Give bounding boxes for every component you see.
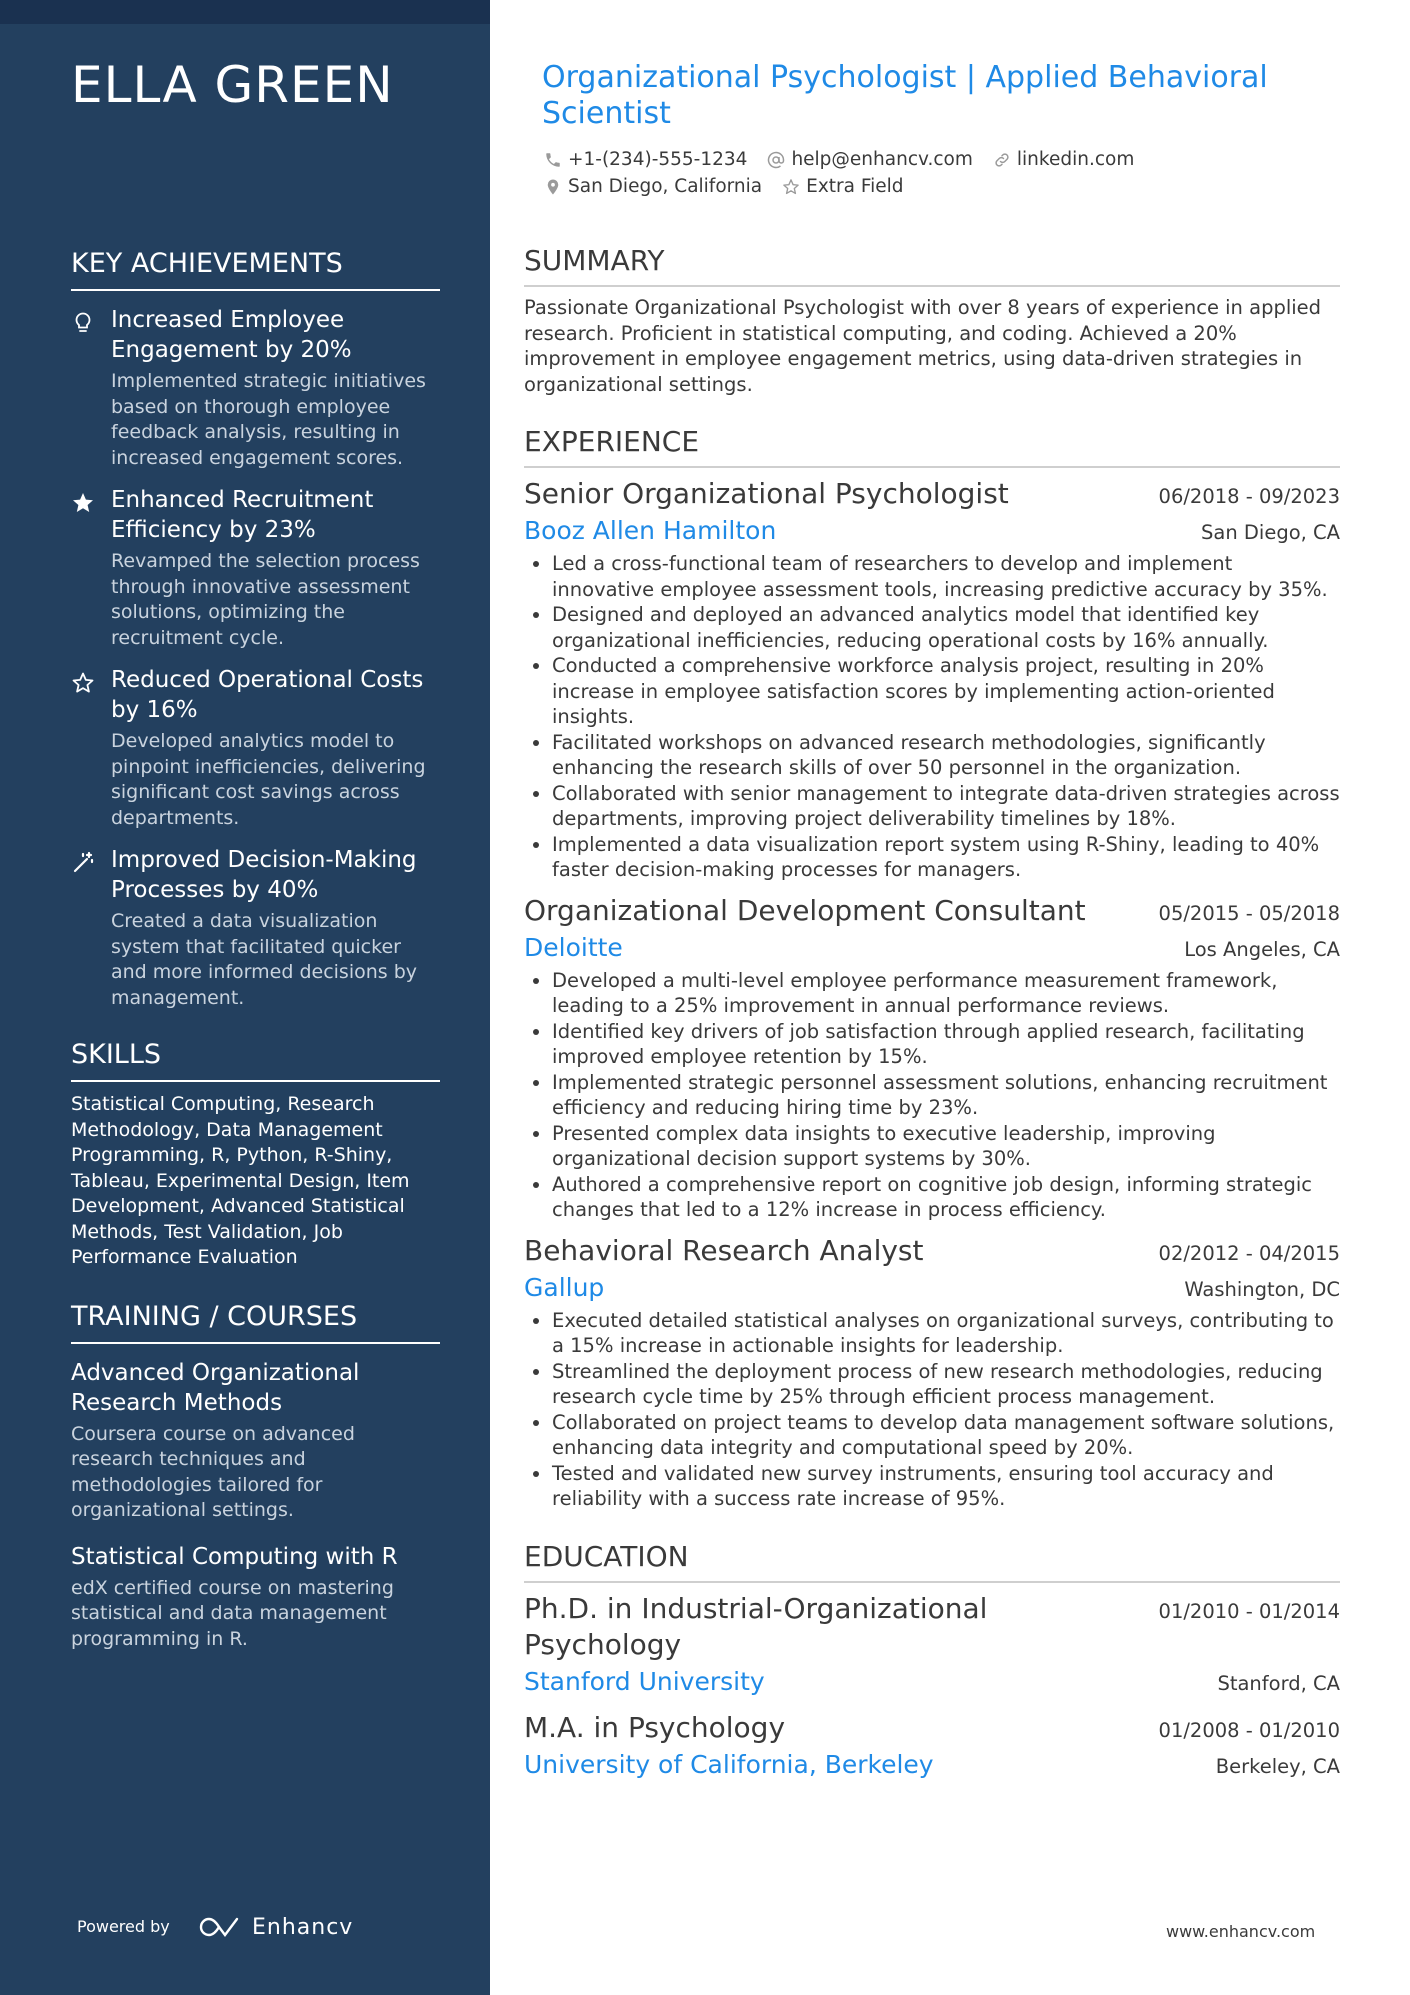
star-outline-icon: [71, 671, 95, 695]
job-bullet: • Led a cross-functional team of researchers to develop and implement innovative employee assessment tools, increasing predictive accuracy by 35%.: [552, 551, 1340, 602]
education-section: [524, 1540, 1340, 1779]
job-bullet: • Presented complex data insights to executive leadership, improving organizational decision support systems by 30%.: [552, 1121, 1340, 1172]
link-icon: [993, 151, 1011, 169]
contact-email[interactable]: [767, 149, 972, 170]
job-bullet: • Designed and deployed an advanced analytics model that identified key organizational inefficiencies, reducing operational costs by 16% annually.: [552, 602, 1340, 653]
infinity-logo-icon: [196, 1914, 242, 1940]
course-title: Statistical Computing with R: [71, 1543, 398, 1570]
footer-url[interactable]: www.enhancv.com: [1166, 1922, 1316, 1941]
course-item: [71, 1542, 440, 1653]
experience-heading: EXPERIENCE: [524, 425, 1340, 468]
lightbulb-icon: [71, 311, 95, 335]
education-heading: EDUCATION: [524, 1540, 1340, 1583]
achievement-item: [71, 845, 440, 1011]
enhancv-logo[interactable]: [196, 1914, 353, 1940]
job-bullet: • Streamlined the deployment process of new research methodologies, reducing research cycle time by 25% through efficient process management.: [552, 1359, 1340, 1410]
job-bullets: [524, 551, 1340, 883]
magic-wand-icon: [71, 851, 95, 875]
job-bullet: • Collaborated on project teams to develop data management software solutions, enhancing data integrity and computational speed by 20%.: [552, 1410, 1340, 1461]
job-dates: 02/2012 - 04/2015: [1158, 1241, 1340, 1265]
email-text: help@enhancv.com: [791, 149, 973, 170]
job-bullet: • Tested and validated new survey instruments, ensuring tool accuracy and reliability with a success rate increase of 95%.: [552, 1461, 1340, 1512]
job-entry: [524, 893, 1340, 1223]
job-bullet: • Developed a multi-level employee performance measurement framework, leading to a 25% improvement in annual performance reviews.: [552, 968, 1340, 1019]
courses-heading: TRAINING / COURSES: [71, 1301, 440, 1344]
education-dates: 01/2008 - 01/2010: [1158, 1718, 1340, 1742]
job-location: Washington, DC: [1184, 1277, 1340, 1301]
job-entry: [524, 1233, 1340, 1512]
experience-section: [524, 425, 1340, 1512]
achievement-description: Implemented strategic initiatives based on thorough employee feedback analysis, resulting in increased engagement scores.: [111, 370, 426, 469]
company-name: Booz Allen Hamilton: [524, 516, 777, 545]
job-title: Organizational Development Consultant: [524, 893, 1086, 927]
school-name: University of California, Berkeley: [524, 1749, 934, 1779]
achievement-title: Increased Employee Engagement by 20%: [111, 307, 352, 363]
sidebar: [0, 0, 490, 1995]
skills-list: Statistical Computing, Research Methodology, Data Management Programming, R, Python, R-Shiny, Tableau, Experimental Design, Item Development, Advanced Statistical Methods, Test Validation, Job Performance Evaluation: [71, 1093, 410, 1268]
candidate-name: ELLA GREEN: [71, 56, 394, 114]
education-entry: [524, 1591, 1340, 1696]
job-bullet: • Implemented a data visualization report system using R-Shiny, leading to 40% faster decision-making processes for managers.: [552, 832, 1340, 883]
sidebar-content: [71, 248, 440, 1652]
job-bullet: • Identified key drivers of job satisfaction through applied research, facilitating improved employee retention by 15%.: [552, 1019, 1340, 1070]
degree-title: Ph.D. in Industrial-Organizational Psychology: [524, 1591, 988, 1661]
achievement-item: [71, 665, 440, 831]
course-description: edX certified course on mastering statistical and data management programming in R.: [71, 1576, 394, 1650]
job-dates: 06/2018 - 09/2023: [1158, 485, 1340, 508]
job-bullet: • Conducted a comprehensive workforce analysis project, resulting in 20% increase in employee satisfaction scores by implementing action-oriented insights.: [552, 653, 1340, 730]
course-title: Advanced Organizational Research Methods: [71, 1359, 360, 1416]
summary-section: [524, 244, 1340, 397]
job-bullets: [524, 968, 1340, 1223]
extra-field-text: Extra Field: [806, 176, 904, 197]
job-bullet: • Facilitated workshops on advanced research methodologies, significantly enhancing the research skills of over 50 personnel in the organization.: [552, 730, 1340, 781]
job-bullet: • Authored a comprehensive report on cognitive job design, informing strategic changes that led to a 12% increase in process efficiency.: [552, 1172, 1340, 1223]
powered-by-label: Powered by: [77, 1917, 170, 1936]
achievement-title: Reduced Operational Costs by 16%: [111, 667, 424, 723]
job-entry: [524, 476, 1340, 883]
job-bullet: • Executed detailed statistical analyses on organizational surveys, contributing to a 15% increase in actionable insights for leadership.: [552, 1308, 1340, 1359]
star-filled-icon: [71, 491, 95, 515]
contact-location: [544, 176, 762, 197]
contact-linkedin[interactable]: [993, 149, 1134, 170]
sidebar-top-strip: [0, 0, 490, 24]
enhancv-logo-text: Enhancv: [252, 1914, 354, 1940]
achievement-description: Created a data visualization system that facilitated quicker and more informed decisions by management.: [111, 910, 418, 1009]
school-name: Stanford University: [524, 1666, 765, 1696]
contact-info: [544, 146, 1340, 200]
phone-text: +1-(234)-555-1234: [568, 149, 748, 170]
achievement-item: [71, 485, 440, 651]
job-bullet: • Collaborated with senior management to integrate data-driven strategies across departments, improving project deliverability timelines by 18%.: [552, 781, 1340, 832]
achievement-description: Revamped the selection process through innovative assessment solutions, optimizing the recruitment cycle.: [111, 550, 420, 649]
summary-text: Passionate Organizational Psychologist with over 8 years of experience in applied research. Proficient in statistical computing, and coding. Achieved a 20% improvement in employee engagement metrics, using data-driven strategies in organizational settings.: [524, 296, 1322, 396]
achievements-heading: KEY ACHIEVEMENTS: [71, 248, 440, 291]
job-location: San Diego, CA: [1201, 521, 1340, 544]
achievement-title: Enhanced Recruitment Efficiency by 23%: [111, 487, 374, 543]
degree-title: M.A. in Psychology: [524, 1710, 786, 1744]
company-name: Deloitte: [524, 932, 623, 962]
school-location: Stanford, CA: [1217, 1671, 1340, 1695]
school-location: Berkeley, CA: [1215, 1754, 1340, 1778]
achievement-item: [71, 305, 440, 471]
company-name: Gallup: [524, 1272, 605, 1302]
achievement-title: Improved Decision-Making Processes by 40%: [111, 847, 417, 903]
education-dates: 01/2010 - 01/2014: [1158, 1599, 1340, 1623]
job-bullets: [524, 1308, 1340, 1512]
linkedin-text: linkedin.com: [1016, 149, 1135, 170]
star-outline-icon: [782, 178, 800, 196]
contact-phone[interactable]: [544, 149, 747, 170]
job-title: Behavioral Research Analyst: [524, 1233, 924, 1267]
education-entry: [524, 1710, 1340, 1779]
location-text: San Diego, California: [568, 176, 763, 197]
job-title: Senior Organizational Psychologist: [524, 477, 1009, 510]
job-dates: 05/2015 - 05/2018: [1158, 901, 1340, 925]
at-sign-icon: [767, 151, 785, 169]
location-pin-icon: [544, 178, 562, 196]
course-description: Coursera course on advanced research techniques and methodologies tailored for organizational settings.: [71, 1422, 355, 1521]
skills-heading: SKILLS: [71, 1039, 440, 1082]
course-item: [71, 1358, 440, 1524]
phone-icon: [544, 151, 562, 169]
achievement-description: Developed analytics model to pinpoint inefficiencies, delivering significant cost savings across departments.: [111, 730, 426, 829]
job-headline: Organizational Psychologist | Applied Behavioral Scientist: [542, 60, 1268, 131]
job-location: Los Angeles, CA: [1184, 937, 1340, 961]
job-bullet: • Implemented strategic personnel assessment solutions, enhancing recruitment efficiency and reducing hiring time by 23%.: [552, 1070, 1340, 1121]
main-content: [524, 60, 1340, 1779]
contact-extra: [782, 176, 903, 197]
summary-heading: SUMMARY: [524, 244, 1340, 287]
